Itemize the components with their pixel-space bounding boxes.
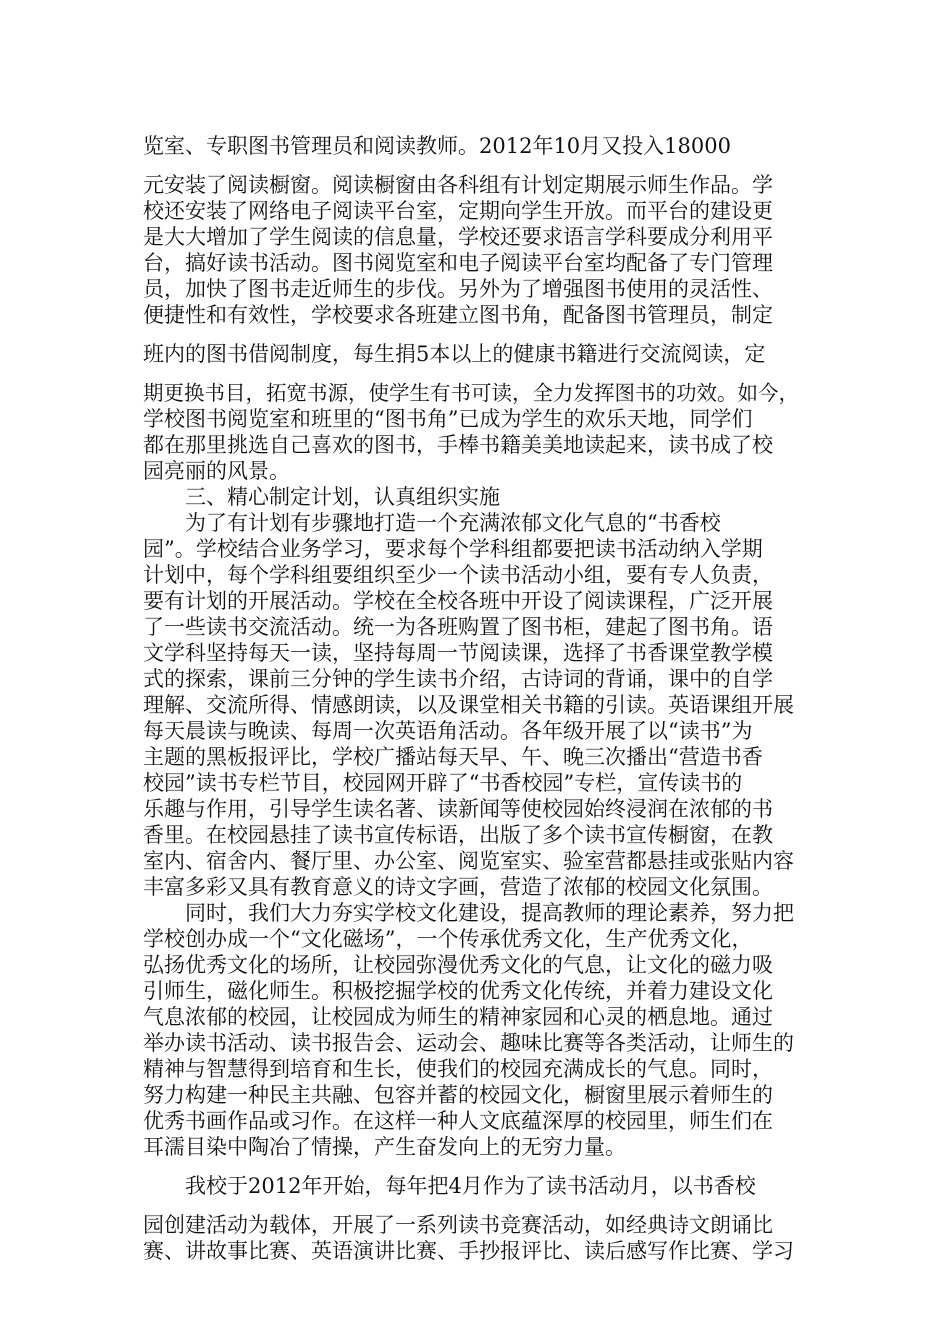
text-line: 园亮丽的风景。 [143, 459, 290, 483]
text-line: 期更换书目，拓宽书源，使学生有书可读，全力发挥图书的功效。如今， [143, 381, 799, 405]
text-line: 计划中，每个学科组要组织至少一个读书活动小组，要有专人负责， [143, 563, 773, 587]
text-line: 要有计划的开展活动。学校在全校各班中开设了阅读课程，广泛开展 [143, 589, 773, 613]
text-line: 元安装了阅读橱窗。阅读橱窗由各科组有计划定期展示师生作品。学 [143, 173, 773, 197]
text-line: 都在那里挑选自己喜欢的图书，手棒书籍美美地读起来，读书成了校 [143, 433, 773, 457]
text-line: 览室、专职图书管理员和阅读教师。2012年10月又投入18000 [143, 134, 731, 158]
text-line: 园”。学校结合业务学习，要求每个学科组都要把读书活动纳入学期 [143, 537, 763, 561]
text-line: 主题的黑板报评比，学校广播站每天早、午、晚三次播出“营造书香 [143, 745, 763, 769]
text-line: 学校图书阅览室和班里的“图书角”已成为学生的欢乐天地，同学们 [143, 407, 753, 431]
text-line: 赛、讲故事比赛、英语演讲比赛、手抄报评比、读后感写作比赛、学习 [143, 1239, 794, 1263]
section-heading: 三、精心制定计划，认真组织实施 [185, 485, 500, 509]
text-line: 是大大增加了学生阅读的信息量，学校还要求语言学科要成分利用平 [143, 225, 773, 249]
text-line: 香里。在校园悬挂了读书宣传标语，出版了多个读书宣传橱窗，在教 [143, 823, 773, 847]
text-line: 精神与智慧得到培育和生长，使我们的校园充满成长的气息。同时， [143, 1057, 773, 1081]
text-line: 耳濡目染中陶冶了情操，产生奋发向上的无穷力量。 [143, 1135, 626, 1159]
text-line: 台，搞好读书活动。图书阅览室和电子阅读平台室均配备了专门管理 [143, 251, 773, 275]
text-line: 气息浓郁的校园，让校园成为师生的精神家园和心灵的栖息地。通过 [143, 1005, 773, 1029]
text-line: 文学科坚持每天一读，坚持每周一节阅读课，选择了书香课堂教学模 [143, 641, 773, 665]
text-line: 我校于2012年开始，每年把4月作为了读书活动月，以书香校 [185, 1174, 756, 1198]
text-line: 每天晨读与晚读、每周一次英语角活动。各年级开展了以“读书”为 [143, 719, 753, 743]
text-line: 同时，我们大力夯实学校文化建设，提高教师的理论素养，努力把 [185, 901, 794, 925]
text-line: 室内、宿舍内、餐厅里、办公室、阅览室实、验室营都悬挂或张贴内容 [143, 849, 794, 873]
text-line: 校还安装了网络电子阅读平台室，定期向学生开放。而平台的建设更 [143, 199, 773, 223]
text-line: 举办读书活动、读书报告会、运动会、趣味比赛等各类活动，让师生的 [143, 1031, 794, 1055]
text-line: 为了有计划有步骤地打造一个充满浓郁文化气息的“书香校 [185, 511, 721, 535]
text-line: 努力构建一种民主共融、包容并蓄的校园文化，橱窗里展示着师生的 [143, 1083, 773, 1107]
text-line: 理解、交流所得、情感朗读，以及课堂相关书籍的引读。英语课组开展 [143, 693, 794, 717]
text-line: 园创建活动为载体，开展了一系列读书竞赛活动，如经典诗文朗诵比 [143, 1213, 773, 1237]
text-line: 员，加快了图书走近师生的步伐。另外为了增强图书使用的灵活性、 [143, 277, 773, 301]
text-line: 乐趣与作用，引导学生读名著、读新闻等使校园始终浸润在浓郁的书 [143, 797, 773, 821]
text-line: 优秀书画作品或习作。在这样一种人文底蕴深厚的校园里，师生们在 [143, 1109, 773, 1133]
text-line: 丰富多彩又具有教育意义的诗文字画，营造了浓郁的校园文化氛围。 [143, 875, 773, 899]
text-line: 学校创办成一个“文化磁场”，一个传承优秀文化，生产优秀文化， [143, 927, 753, 951]
text-line: 便捷性和有效性，学校要求各班建立图书角，配备图书管理员，制定 [143, 303, 773, 327]
text-line: 校园”读书专栏节目，校园网开辟了“书香校园”专栏，宣传读书的 [143, 771, 743, 795]
text-line: 弘扬优秀文化的场所，让校园弥漫优秀文化的气息，让文化的磁力吸 [143, 953, 773, 977]
document-page [143, 133, 813, 1264]
text-line: 班内的图书借阅制度，每生捐5本以上的健康书籍进行交流阅读，定 [143, 342, 766, 366]
text-line: 引师生，磁化师生。积极挖掘学校的优秀文化传统，并着力建设文化 [143, 979, 773, 1003]
text-line: 式的探索，课前三分钟的学生读书介绍，古诗词的背诵，课中的自学 [143, 667, 773, 691]
text-line: 了一些读书交流活动。统一为各班购置了图书柜，建起了图书角。语 [143, 615, 773, 639]
